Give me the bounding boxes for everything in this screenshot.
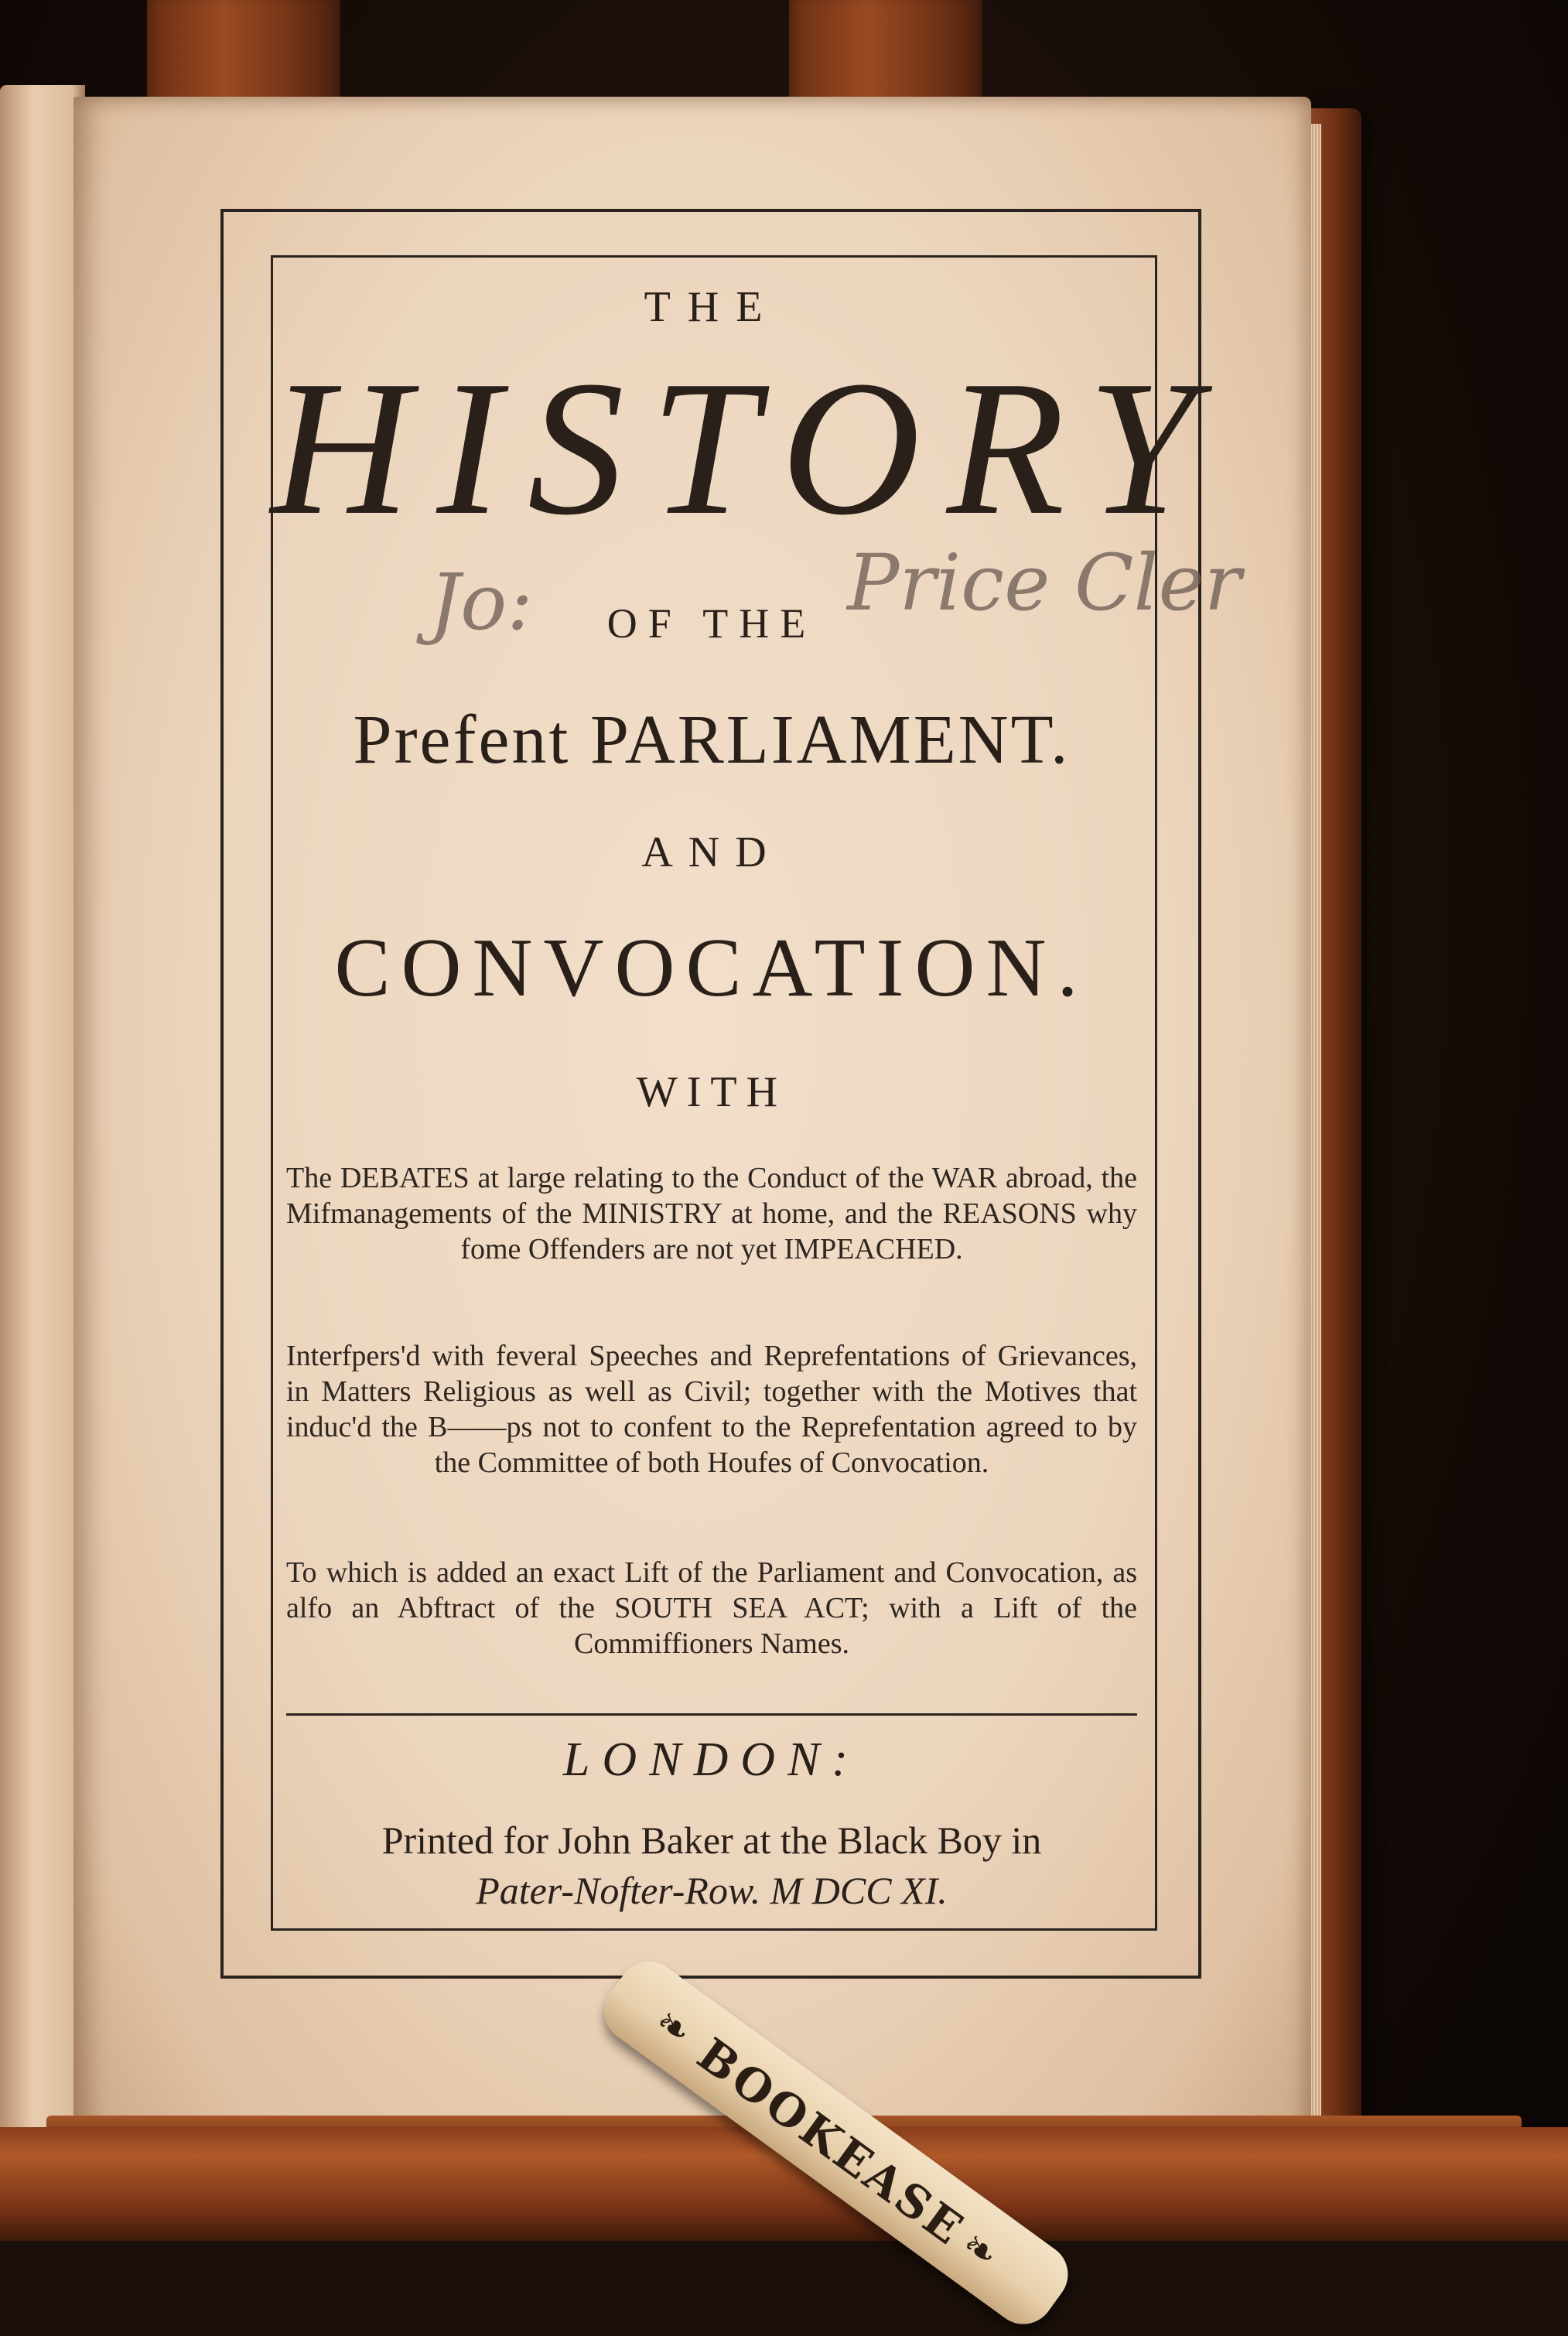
paragraph-debates: The DEBATES at large relating to the Conduct of the WAR abroad, the Mifmanagements of the MINISTRY at home, and the REASONS why fome Offenders are not yet IMPEACHED. bbox=[286, 1162, 1137, 1265]
title-of-the: OF THE bbox=[606, 600, 817, 647]
left-page-edge bbox=[0, 85, 85, 2174]
imprint-line-2: Pater-Nofter-Row. M DCC XI. bbox=[476, 1869, 948, 1912]
title-present-parliament: Prefent PARLIAMENT. bbox=[353, 702, 1071, 778]
bookmark-label: BOOKEASE bbox=[688, 2027, 975, 2257]
title-the: THE bbox=[644, 283, 780, 331]
imprint-city: LONDON: bbox=[562, 1733, 861, 1786]
fleur-ornament-icon: ❧ bbox=[646, 2000, 700, 2056]
signature-left: Jo: bbox=[429, 557, 533, 647]
divider-rule bbox=[286, 1713, 1137, 1716]
title-history: HISTORY bbox=[271, 341, 1222, 555]
paragraph-added-list: To which is added an exact Lift of the Parliament and Convocation, as alfo an Abftract of the SOUTH SEA ACT; with a Lift of the Commiffioners Names. bbox=[286, 1556, 1137, 1660]
title-and: AND bbox=[641, 828, 782, 876]
title-with: WITH bbox=[636, 1068, 787, 1116]
fleur-ornament-icon: ❧ bbox=[952, 2222, 1006, 2279]
imprint-line-1: Printed for John Baker at the Black Boy in bbox=[381, 1819, 1042, 1862]
title-convocation: CONVOCATION. bbox=[334, 922, 1089, 1014]
signature-right: Price Cler bbox=[847, 538, 1242, 628]
paragraph-interspersed: Interfpers'd with feveral Speeches and Reprefentations of Grievances, in Matters Religious as well as Civil; together with the Motives that induc'd the B——ps not to confent to the Reprefentation agreed to by the Committee of both Houfes of Convocation. bbox=[286, 1340, 1137, 1479]
